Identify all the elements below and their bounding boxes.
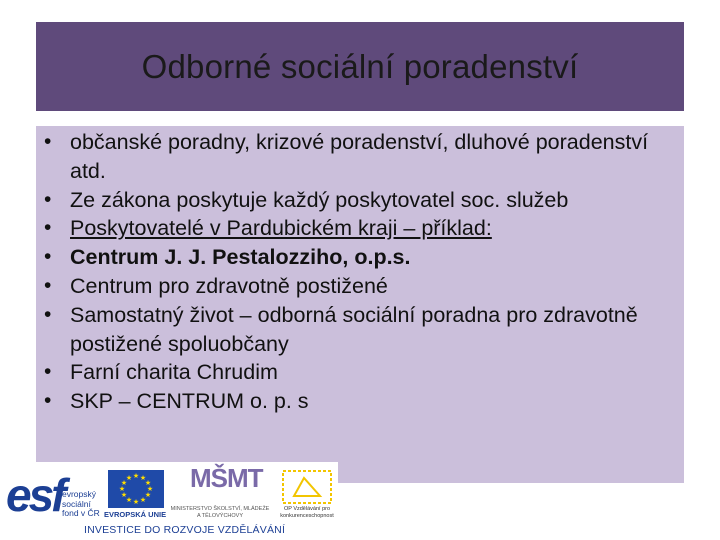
bullet-list — [36, 128, 676, 416]
bullet-dot-icon: • — [44, 273, 52, 297]
msmt-caption: MINISTERSTVO ŠKOLSTVÍ, MLÁDEŽE A TĚLOVÝCHOVY — [170, 506, 270, 519]
op-logo-shape — [282, 470, 332, 504]
bullet-text: Poskytovatelé v Pardubickém kraji – příklad: — [70, 216, 492, 241]
svg-text:★: ★ — [132, 498, 140, 506]
bullet-text: Centrum J. J. Pestalozziho, o.p.s. — [70, 245, 411, 270]
bullet-dot-icon: • — [44, 360, 52, 384]
bullet-item — [36, 272, 676, 301]
investment-tagline: INVESTICE DO ROZVOJE VZDĚLÁVÁNÍ — [84, 524, 286, 536]
bullet-item — [36, 301, 676, 359]
svg-text:★: ★ — [132, 472, 140, 480]
logo-strip — [0, 462, 338, 540]
bullet-item — [36, 358, 676, 387]
bullet-item — [36, 387, 676, 416]
svg-text:★: ★ — [120, 479, 128, 487]
op-logo-icon — [282, 470, 332, 504]
svg-text:★: ★ — [144, 491, 152, 499]
bullet-text: Farní charita Chrudim — [70, 360, 278, 385]
bullet-text: občanské poradny, krizové poradenství, dluhové poradenství atd. — [70, 130, 649, 183]
svg-text:★: ★ — [118, 485, 126, 493]
eu-flag-icon — [108, 470, 164, 508]
esf-text: evropský sociální fond v ČR — [62, 489, 100, 518]
op-caption: OP Vzdělávání pro konkurenceschopnost — [280, 506, 334, 519]
svg-text:★: ★ — [125, 496, 133, 504]
bullet-item — [36, 186, 676, 215]
svg-text:★: ★ — [144, 479, 152, 487]
bullet-dot-icon: • — [44, 216, 52, 240]
bullet-dot-icon: • — [44, 187, 52, 211]
bullet-dot-icon: • — [44, 130, 52, 153]
esf-logo-icon: esf — [6, 469, 64, 521]
svg-text:★: ★ — [125, 474, 133, 482]
bullet-text: Samostatný život – odborná sociální poradna pro zdravotně postižené spoluobčany — [70, 302, 638, 356]
svg-text:★: ★ — [146, 485, 154, 493]
bullet-dot-icon: • — [44, 302, 52, 326]
bullet-dot-icon: • — [44, 389, 52, 413]
svg-text:★: ★ — [139, 496, 147, 504]
slide-title: Odborné sociální poradenství — [141, 47, 579, 85]
msmt-logo-icon: MŠMT — [190, 463, 263, 493]
eu-stars — [108, 470, 164, 508]
bullet-item — [36, 214, 676, 243]
svg-text:★: ★ — [120, 491, 128, 499]
bullet-item — [36, 128, 676, 186]
title-bar — [36, 22, 684, 111]
svg-text:★: ★ — [139, 474, 147, 482]
bullet-text: SKP – CENTRUM o. p. s — [70, 389, 309, 414]
bullet-text: Centrum pro zdravotně postižené — [70, 273, 388, 298]
eu-caption: EVROPSKÁ UNIE — [104, 510, 167, 519]
bullet-text: Ze zákona poskytuje každý poskytovatel soc. služeb — [70, 187, 569, 212]
bullet-item — [36, 243, 676, 272]
bullet-dot-icon: • — [44, 245, 52, 269]
